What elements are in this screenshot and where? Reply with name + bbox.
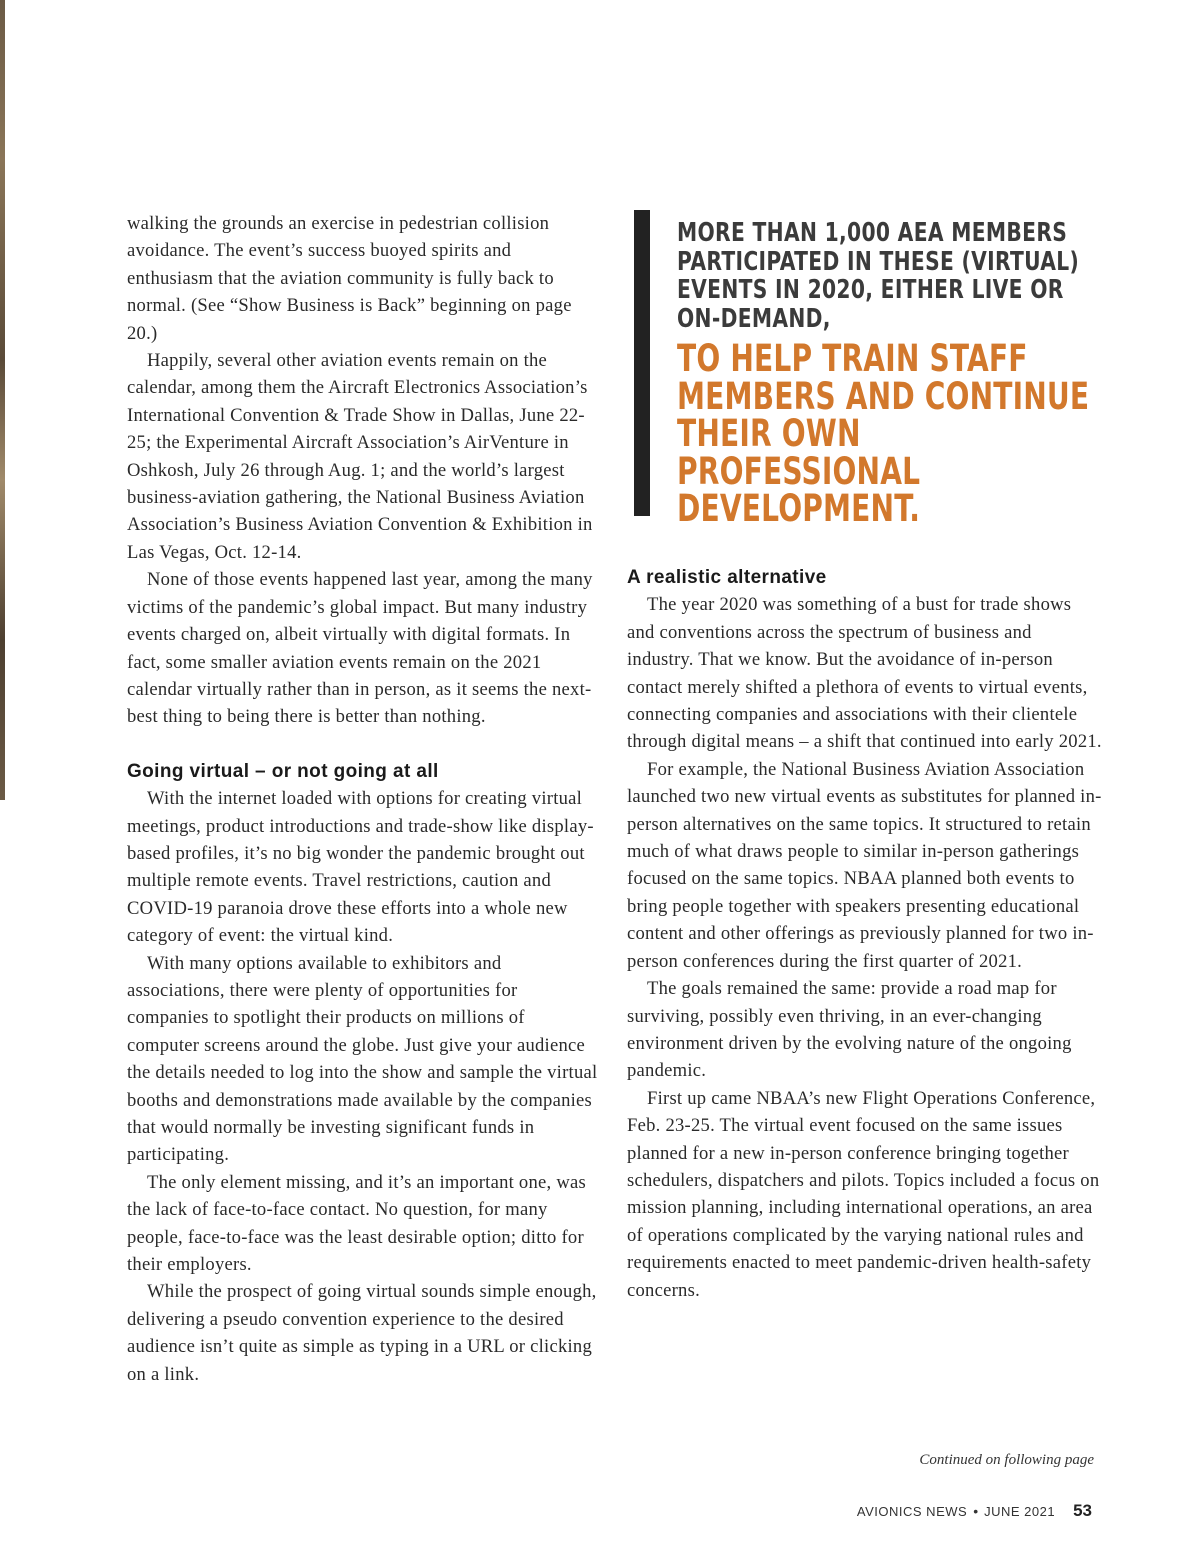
body-paragraph: With many options available to exhibitors and associations, there were plenty of opportunities for companies to spotlight their products on millions of computer screens around the globe. Just give your audience the details needed to log into the show and sample the virtual booths and demonstrations made available by the companies that would normally be investing significant funds in participating. xyxy=(127,952,598,1166)
body-paragraph: The only element missing, and it’s an important one, was the lack of face-to-face contact. No question, for many people, face-to-face was the least desirable option; ditto for their employers. xyxy=(127,1171,586,1276)
body-paragraph: The goals remained the same: provide a road map for surviving, possibly even thriving, in an ever-changing environment driven by the evolving nature of the ongoing pandemic. xyxy=(627,978,1072,1082)
body-paragraph: walking the grounds an exercise in pedestrian collision avoidance. The event’s success buoyed spirits and enthusiasm that the aviation community is fully back to normal. (See “Show Business is Back” beginning on page 20.) xyxy=(127,213,572,344)
pull-quote-lead: MORE THAN 1,000 AEA MEMBERS PARTICIPATED IN THESE (VIRTUAL) EVENTS IN 2020, EITHER LIVE OR ON-DEMAND, xyxy=(677,218,1080,334)
pull-quote-emphasis: TO HELP TRAIN STAFF MEMBERS AND CONTINUE THEIR OWN PROFESSIONAL DEVELOPMENT. xyxy=(677,337,1090,530)
body-paragraph: None of those events happened last year, among the many victims of the pandemic’s global impact. But many industry events charged on, albeit virtually with digital formats. In fact, some smaller aviation events remain on the 2021 calendar virtually rather than in person, as it seems the next-best thing to being there is better than nothing. xyxy=(127,569,593,728)
page-footer xyxy=(857,1501,1092,1521)
body-paragraph: While the prospect of going virtual sounds simple enough, delivering a pseudo convention experience to the desired audience isn’t quite as simple as typing in a URL or clicking on a link. xyxy=(127,1281,597,1385)
continued-note: Continued on following page xyxy=(919,1452,1094,1468)
right-column xyxy=(627,564,1102,1304)
section-heading-realistic-alternative: A realistic alternative xyxy=(627,567,827,588)
page-number: 53 xyxy=(1073,1501,1092,1520)
body-paragraph: Happily, several other aviation events remain on the calendar, among them the Aircraft Electronics Association’s International Convention & Trade Show in Dallas, June 22-25; the Experimental Aircraft Association’s AirVenture in Oshkosh, July 26 through Aug. 1; and the world’s largest business-aviation gathering, the National Business Aviation Association’s Business Aviation Convention & Exhibition in Las Vegas, Oct. 12-14. xyxy=(127,350,593,563)
left-column xyxy=(127,210,599,1388)
body-paragraph: For example, the National Business Aviation Association launched two new virtual events as substitutes for planned in-person alternatives on the same topics. It structured to retain much of what draws people to similar in-person gatherings focused on the same topics. NBAA planned both events to bring people together with speakers presenting educational content and other offerings as previously planned for two in-person conferences during the first quarter of 2021. xyxy=(627,758,1102,972)
body-paragraph: The year 2020 was something of a bust for trade shows and conventions across the spectrum of business and industry. That we know. But the avoidance of in-person contact merely shifted a plethora of events to virtual events, connecting companies and associations with their clientele through digital means – a shift that continued into early 2021. xyxy=(627,594,1102,753)
body-paragraph: First up came NBAA’s new Flight Operations Conference, Feb. 23-25. The virtual event focused on the same issues planned for a new in-person conference bringing together schedulers, dispatchers and pilots. Topics included a focus on mission planning, including international operations, an area of operations complicated by the varying national rules and requirements enacted to meet pandemic-driven health-safety concerns. xyxy=(627,1087,1100,1301)
publication-name: AVIONICS NEWS xyxy=(856,1504,968,1519)
left-edge-photo-strip xyxy=(0,0,5,800)
body-paragraph: With the internet loaded with options for creating virtual meetings, product introductions and trade-show like display-based profiles, it’s no big wonder the pandemic brought out multiple remote events. Travel restrictions, caution and COVID-19 paranoia drove these efforts into a whole new category of event: the virtual kind. xyxy=(127,788,594,947)
footer-separator: • xyxy=(973,1503,979,1519)
issue-date: JUNE 2021 xyxy=(984,1504,1056,1519)
pull-quote-bar xyxy=(634,210,650,516)
pull-quote xyxy=(634,210,1104,530)
section-heading-going-virtual: Going virtual – or not going at all xyxy=(127,760,439,782)
